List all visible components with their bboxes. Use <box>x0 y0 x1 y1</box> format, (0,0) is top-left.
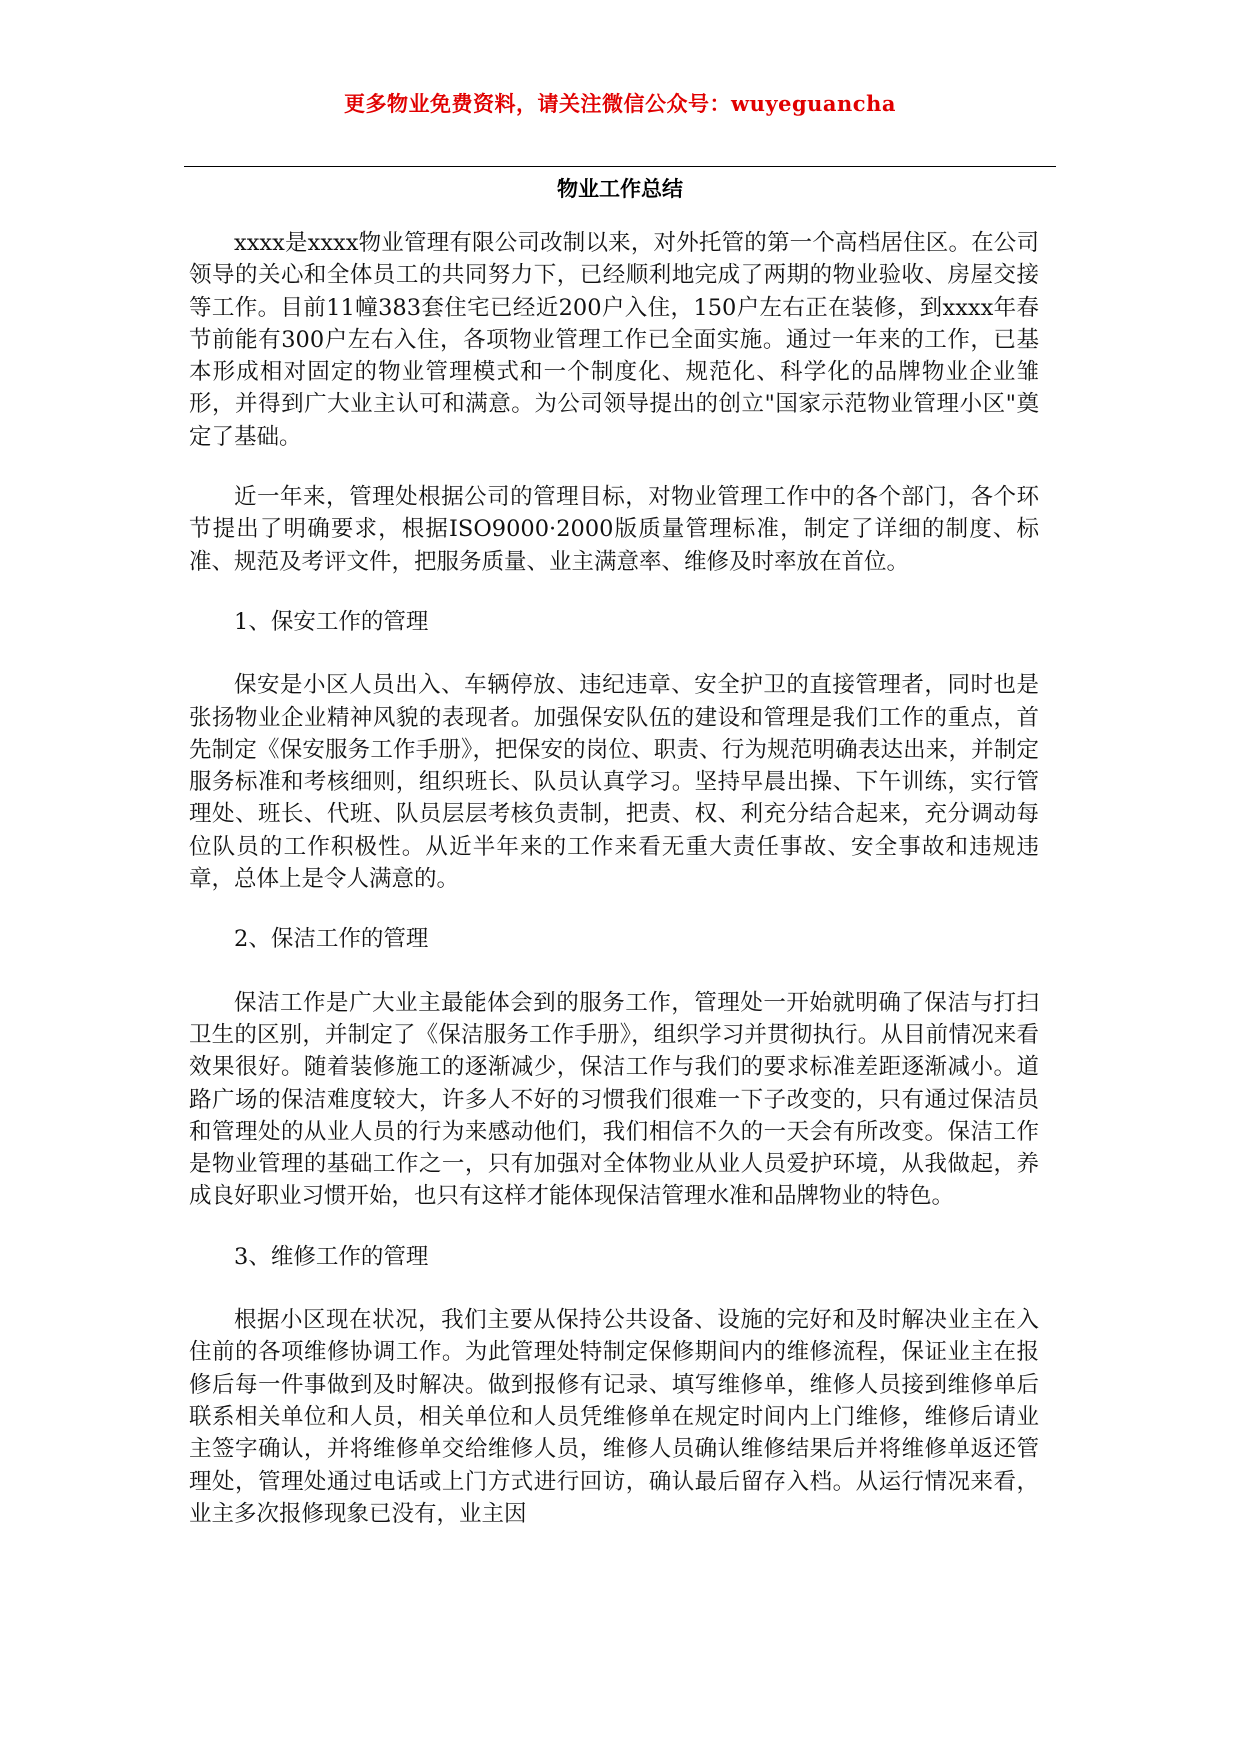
section-heading-security: 1、保安工作的管理 <box>234 608 429 635</box>
paragraph-overview: 近一年来，管理处根据公司的管理目标，对物业管理工作中的各个部门，各个环节提出了明确要求，根据ISO9000·2000版质量管理标准，制定了详细的制度、标准、规范及考评文件，把服务质量、业主满意率、维修及时率放在首位。 <box>189 484 1039 575</box>
document-title: 物业工作总结 <box>557 176 683 201</box>
header-divider <box>184 166 1056 167</box>
paragraph-cleaning: 保洁工作是广大业主最能体会到的服务工作，管理处一开始就明确了保洁与打扫卫生的区别，并制定了《保洁服务工作手册》，组织学习并贯彻执行。从目前情况来看效果很好。随着装修施工的逐渐减少，保洁工作与我们的要求标准差距逐渐减小。道路广场的保洁难度较大，许多人不好的习惯我们很难一下子改变的，只有通过保洁员和管理处的从业人员的行为来感动他们，我们相信不久的一天会有所改变。保洁工作是物业管理的基础工作之一，只有加强对全体物业从业人员爱护环境，从我做起，养成良好职业习惯开始，也只有这样才能体现保洁管理水准和品牌物业的特色。 <box>189 989 1039 1210</box>
section-heading-maintenance: 3、维修工作的管理 <box>234 1243 429 1270</box>
section-heading-cleaning: 2、保洁工作的管理 <box>234 926 429 953</box>
paragraph-security: 保安是小区人员出入、车辆停放、违纪违章、安全护卫的直接管理者，同时也是张扬物业企业精神风貌的表现者。加强保安队伍的建设和管理是我们工作的重点，首先制定《保安服务工作手册》，把保安的岗位、职责、行为规范明确表达出来，并制定服务标准和考核细则，组织班长、队员认真学习。坚持早晨出操、下午训练，实行管理处、班长、代班、队员层层考核负责制，把责、权、利充分结合起来，充分调动每位队员的工作积极性。从近半年来的工作来看无重大责任事故、安全事故和违规违章，总体上是令人满意的。 <box>189 672 1039 893</box>
document-body <box>189 227 1039 1558</box>
paragraph-maintenance: 根据小区现在状况，我们主要从保持公共设备、设施的完好和及时解决业主在入住前的各项维修协调工作。为此管理处特制定保修期间内的维修流程，保证业主在报修后每一件事做到及时解决。做到报修有记录、填写维修单，维修人员接到维修单后联系相关单位和人员，相关单位和人员凭维修单在规定时间内上门维修，维修后请业主签字确认，并将维修单交给维修人员，维修人员确认维修结果后并将维修单返还管理处，管理处通过电话或上门方式进行回访，确认最后留存入档。从运行情况来看，业主多次报修现象已没有，业主因 <box>189 1307 1039 1527</box>
promo-banner: 更多物业免费资料，请关注微信公众号：wuyeguancha <box>344 91 896 116</box>
paragraph-intro: xxxx是xxxx物业管理有限公司改制以来，对外托管的第一个高档居住区。在公司领导的关心和全体员工的共同努力下，已经顺利地完成了两期的物业验收、房屋交接等工作。目前11幢383套住宅已经近200户入住，150户左右正在装修，到xxxx年春节前能有300户左右入住，各项物业管理工作已全面实施。通过一年来的工作，已基本形成相对固定的物业管理模式和一个制度化、规范化、科学化的品牌物业企业雏形，并得到广大业主认可和满意。为公司领导提出的创立"国家示范物业管理小区"奠定了基础。 <box>189 230 1039 450</box>
